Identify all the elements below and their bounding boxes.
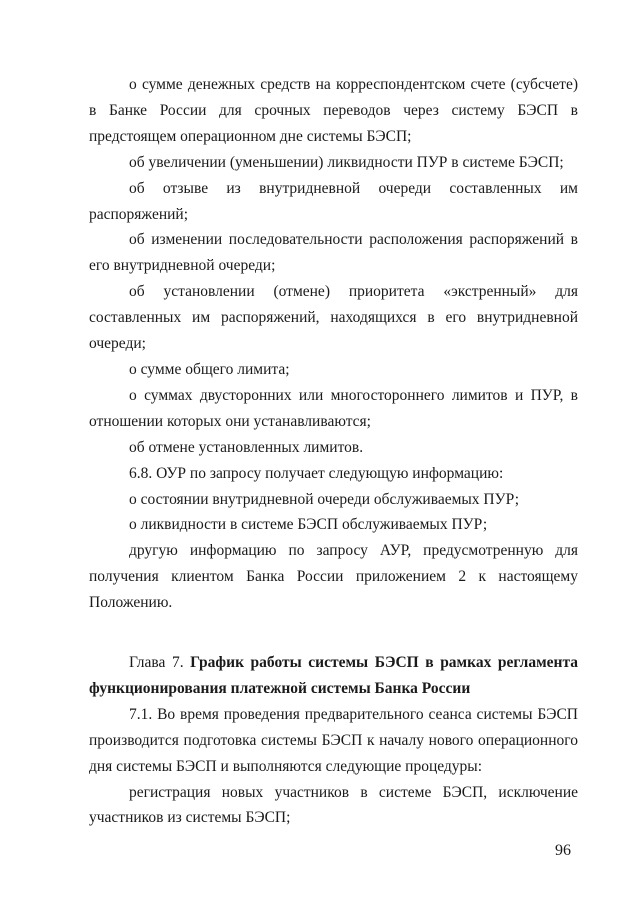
paragraph-clause-7-1: 7.1. Во время проведения предварительного сеанса системы БЭСП производится подготовка системы БЭСП к началу нового операционного дня системы БЭСП и выполняются следующие процедуры: xyxy=(89,705,578,775)
paragraph-bilateral-limits: о суммах двусторонних или многостороннего лимитов и ПУР, в отношении которых они устанавливаются; xyxy=(89,386,578,430)
page-body xyxy=(89,72,578,831)
page-number: 96 xyxy=(555,842,571,859)
paragraph-limits-cancel: об отмене установленных лимитов. xyxy=(129,438,364,456)
chapter-prefix: Глава 7. xyxy=(129,654,184,672)
chapter-heading xyxy=(89,650,578,702)
paragraph-registration: регистрация новых участников в системе БЭСП, исключение участников из системы БЭСП; xyxy=(89,783,578,827)
paragraph-correspondent-account: о сумме денежных средств на корреспондентском счете (субсчете) в Банке России для срочных переводов через систему БЭСП в предстоящем операционном дне системы БЭСП; xyxy=(89,76,578,145)
paragraph-liquidity-change: об увеличении (уменьшении) ликвидности ПУР в системе БЭСП; xyxy=(129,153,564,171)
paragraph-urgent-priority: об установлении (отмене) приоритета «экстренный» для составленных им распоряжений, находящихся в его внутридневной очереди; xyxy=(89,283,578,353)
chapter-title: График работы системы БЭСП в рамках регламента функционирования платежной системы Банка России xyxy=(89,654,578,697)
paragraph-queue-state: о состоянии внутридневной очереди обслуживаемых ПУР; xyxy=(129,490,520,508)
paragraph-other-info: другую информацию по запросу АУР, предусмотренную для получения клиентом Банка России приложением 2 к настоящему Положению. xyxy=(89,542,578,612)
paragraph-general-limit: о сумме общего лимита; xyxy=(129,360,290,378)
paragraph-queue-recall: об отзыве из внутридневной очереди составленных им распоряжений; xyxy=(89,179,578,223)
paragraph-liquidity-info: о ликвидности в системе БЭСП обслуживаемых ПУР; xyxy=(129,516,488,534)
section-gap xyxy=(89,616,578,650)
paragraph-queue-order: об изменении последовательности расположения распоряжений в его внутридневной очереди; xyxy=(89,231,578,275)
paragraph-clause-6-8: 6.8. ОУР по запросу получает следующую информацию: xyxy=(129,464,504,482)
